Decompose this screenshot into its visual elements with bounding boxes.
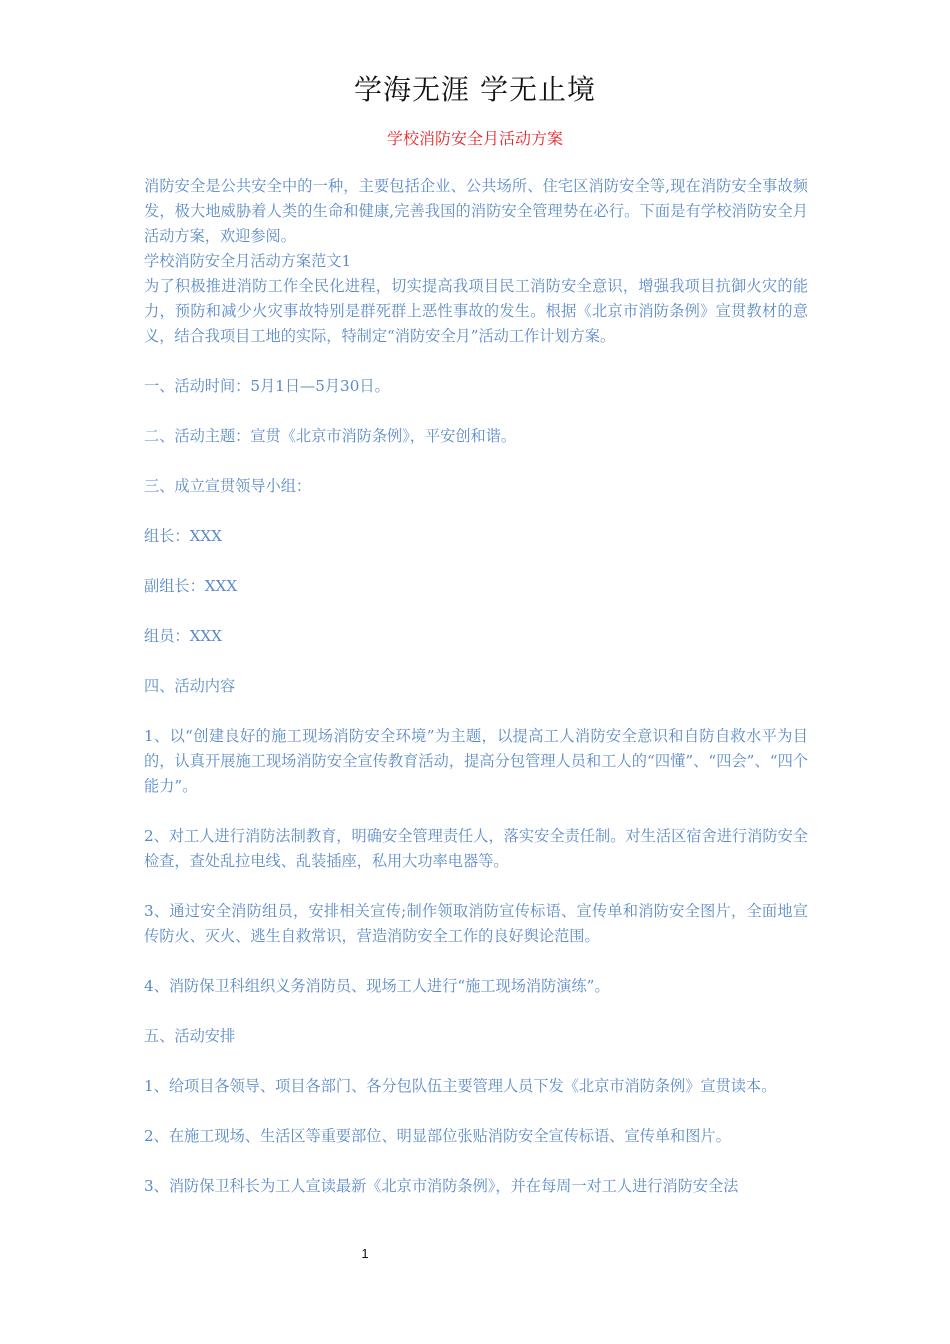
content-item: 3、通过安全消防组员，安排相关宣传;制作领取消防宣传标语、宣传单和消防安全图片，全面地宣传防火、灭火、逃生自救常识，营造消防安全工作的良好舆论范围。 xyxy=(144,902,808,945)
document-body xyxy=(144,174,808,1199)
group-leader: 组长：XXX xyxy=(144,527,222,545)
section-activity-theme: 二、活动主题：宣贯《北京市消防条例》，平安创和谐。 xyxy=(144,427,517,445)
section-leadership-group: 三、成立宣贯领导小组： xyxy=(144,477,312,495)
group-member: 组员：XXX xyxy=(144,627,222,645)
page-number: 1 xyxy=(361,1246,369,1261)
document-title: 学校消防安全月活动方案 xyxy=(386,129,563,148)
content-item: 4、消防保卫科组织义务消防员、现场工人进行“施工现场消防演练”。 xyxy=(144,977,610,995)
sample-heading: 学校消防安全月活动方案范文1 xyxy=(144,252,352,270)
page-header-title: 学海无涯 学无止境 xyxy=(354,73,596,106)
arrangement-item: 3、消防保卫科长为工人宣读最新《北京市消防条例》，并在每周一对工人进行消防安全法 xyxy=(144,1177,739,1195)
purpose-paragraph: 为了积极推进消防工作全民化进程，切实提高我项目民工消防安全意识，增强我项目抗御火灾的能力，预防和减少火灾事故特别是群死群上恶性事故的发生。根据《北京市消防条例》宣贯教材的意义，结合我项目工地的实际，特制定“消防安全月”活动工作计划方案。 xyxy=(144,277,808,345)
arrangement-item: 2、在施工现场、生活区等重要部位、明显部位张贴消防安全宣传标语、宣传单和图片。 xyxy=(144,1127,731,1145)
arrangement-item: 1、给项目各领导、项目各部门、各分包队伍主要管理人员下发《北京市消防条例》宣贯读本。 xyxy=(144,1077,777,1095)
content-item: 2、对工人进行消防法制教育，明确安全管理责任人，落实安全责任制。对生活区宿舍进行消防安全检查，查处乱拉电线、乱装插座，私用大功率电器等。 xyxy=(144,827,808,870)
section-activity-content: 四、活动内容 xyxy=(144,677,236,695)
section-activity-arrangement: 五、活动安排 xyxy=(144,1027,236,1045)
intro-paragraph: 消防安全是公共安全中的一种，主要包括企业、公共场所、住宅区消防安全等,现在消防安全事故频发，极大地威胁着人类的生命和健康,完善我国的消防安全管理势在必行。下面是有学校消防安全月活动方案，欢迎参阅。 xyxy=(144,177,808,245)
content-item: 1、以“创建良好的施工现场消防安全环境”为主题，以提高工人消防安全意识和自防自救水平为目的，认真开展施工现场消防安全宣传教育活动，提高分包管理人员和工人的“四懂”、“四会”、“四个能力”。 xyxy=(144,727,808,795)
deputy-group-leader: 副组长：XXX xyxy=(144,577,238,595)
section-activity-time: 一、活动时间：5月1日—5月30日。 xyxy=(144,377,390,395)
